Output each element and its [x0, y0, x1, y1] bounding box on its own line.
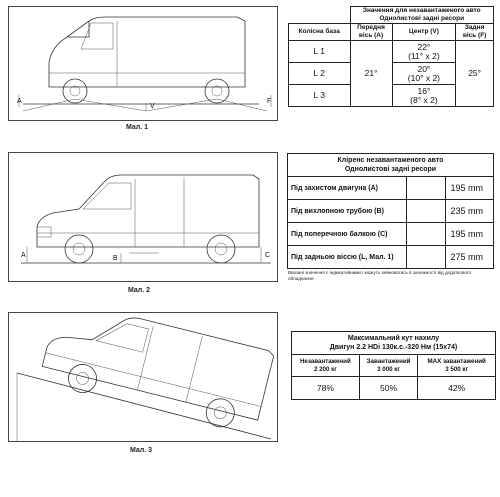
center-angle: 16° (8° x 2) [392, 85, 456, 107]
load-unloaded: Незавантажений 2 200 кг [292, 355, 360, 377]
clearance-label: Під поперечною балкою (C) [288, 223, 407, 246]
table2-title: Кліренс незавантаженого авто Однолистові задні ресори [288, 154, 494, 177]
rear-angle-value: 25° [456, 41, 494, 107]
label-f: F [267, 98, 272, 105]
front-angle-value: 21° [350, 41, 392, 107]
van-on-slope-drawing [9, 313, 277, 441]
load-max: MAX завантажений 3 500 кг [418, 355, 496, 377]
table1-title: Значення для незавантаженого авто Однолистові задні ресори [350, 7, 494, 24]
van-side-angle-drawing [9, 7, 277, 120]
figure-2-caption: Мал. 2 [128, 287, 151, 294]
clearance-value: 195 mm [445, 177, 493, 200]
clearance-value: 235 mm [445, 200, 493, 223]
figure-1-panel [8, 6, 278, 121]
clearance-note: Вказані значення є індикативними і можуть змінюватись в залежності від додаткового обладнання [288, 270, 472, 281]
row-base: L 1 [289, 41, 351, 63]
clearance-label: Під задньою віссю (L, Мал. 1) [288, 246, 407, 269]
clearance-label: Під захистом двигуна (A) [288, 177, 407, 200]
max-slope-table [291, 331, 496, 400]
figure-3-panel [8, 312, 278, 442]
col-rear-axle: Задня вісь (F) [456, 24, 494, 41]
figure-2-panel [8, 152, 278, 282]
label-v: V [150, 103, 155, 110]
van-side-clearance-drawing [9, 153, 277, 281]
slope-value: 42% [418, 377, 496, 400]
slope-value: 78% [292, 377, 360, 400]
clearance-value: 275 mm [445, 246, 493, 269]
figure-1-caption: Мал. 1 [126, 124, 149, 131]
col-wheelbase: Колісна база [289, 24, 351, 41]
col-front-axle: Передня вісь (A) [350, 24, 392, 41]
center-angle: 22° (11° x 2) [392, 41, 456, 63]
breakover-angle-table [288, 6, 494, 107]
center-angle: 20° (10° x 2) [392, 63, 456, 85]
label-a: A [17, 98, 22, 105]
table3-title: Максимальний кут нахилу Двигун 2.2 HDi 130к.с.-320 Нм (15x74) [292, 332, 496, 355]
label-a: A [21, 252, 26, 259]
clearance-value: 195 mm [445, 223, 493, 246]
row-base: L 2 [289, 63, 351, 85]
row-base: L 3 [289, 85, 351, 107]
label-c: C [265, 252, 271, 259]
figure-3-caption: Мал. 3 [130, 447, 153, 454]
label-b: B [113, 255, 118, 262]
col-center: Центр (V) [392, 24, 456, 41]
load-loaded: Завантажений 3 000 кг [359, 355, 418, 377]
slope-value: 50% [359, 377, 418, 400]
ground-clearance-table [287, 153, 494, 269]
clearance-label: Під вихлопною трубою (B) [288, 200, 407, 223]
